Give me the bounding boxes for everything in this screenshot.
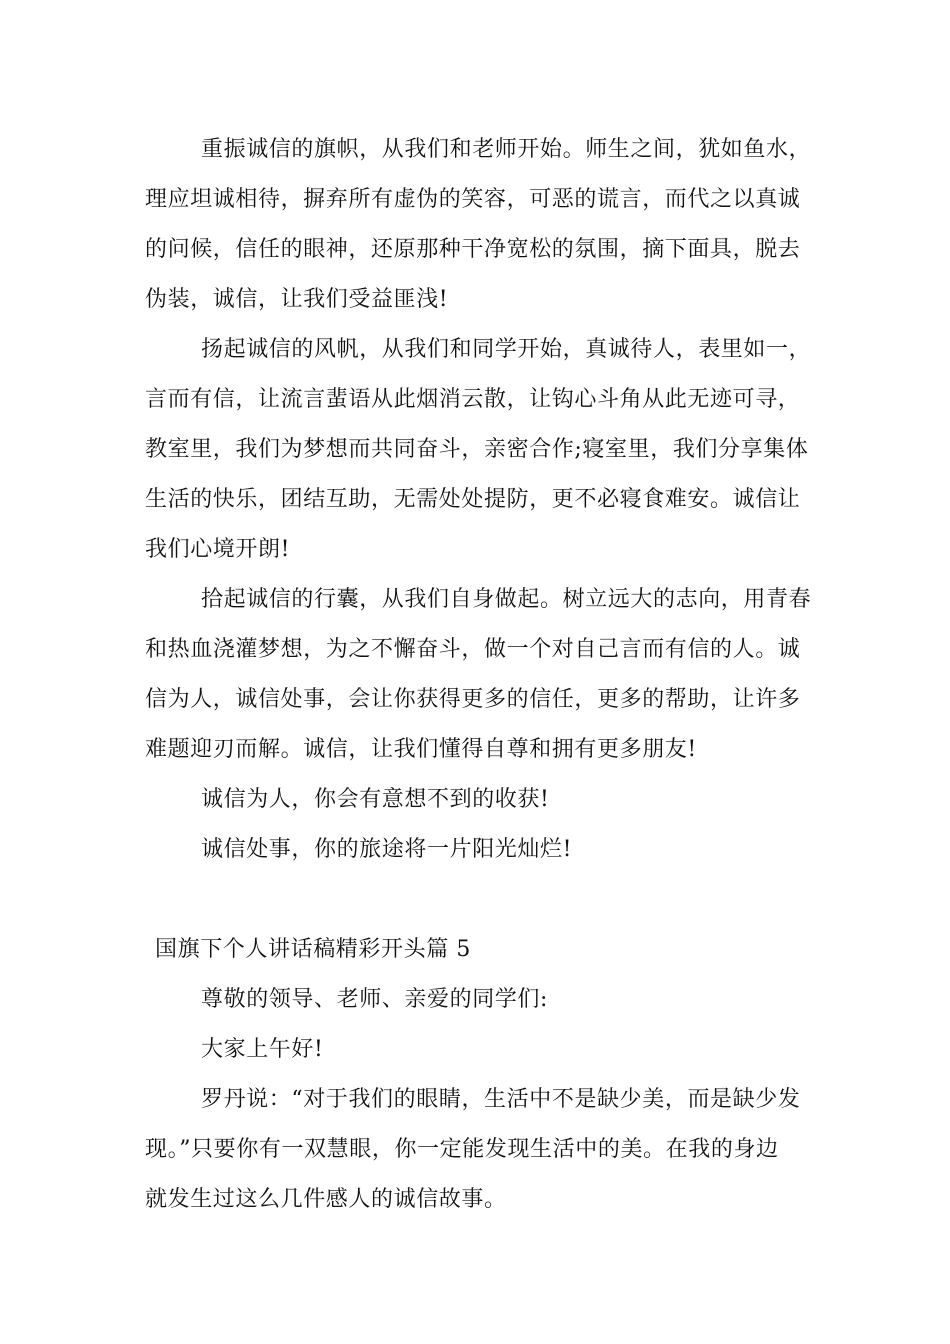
paragraph-1-line-2: 理应坦诚相待，摒弃所有虚伪的笑容，可恶的谎言，而代之以真诚 [145,187,801,212]
paragraph-1-line-4: 伪装，诚信，让我们受益匪浅! [145,287,449,312]
final-paragraph-line-3: 就发生过这么几件感人的诚信故事。 [145,1187,507,1212]
paragraph-2-line-1: 扬起诚信的风帆，从我们和同学开始，真诚待人，表里如一， [201,337,812,362]
final-paragraph-line-1: 罗丹说：“对于我们的眼睛，生活中不是缺少美，而是缺少发 [201,1087,801,1112]
paragraph-4: 诚信为人，你会有意想不到的收获! [201,787,550,812]
section-heading: 国旗下个人讲话稿精彩开头篇 5 [155,937,471,962]
paragraph-3-line-1: 拾起诚信的行囊，从我们自身做起。树立远大的志向，用青春 [201,587,812,612]
paragraph-3-line-3: 信为人，诚信处事，会让你获得更多的信任，更多的帮助，让许多 [145,687,801,712]
paragraph-3-line-4: 难题迎刃而解。诚信，让我们懂得自尊和拥有更多朋友! [145,737,697,762]
greeting-line: 尊敬的领导、老师、亲爱的同学们: [201,987,549,1012]
paragraph-5: 诚信处事，你的旅途将一片阳光灿烂! [201,837,573,862]
paragraph-1-line-1: 重振诚信的旗帜，从我们和老师开始。师生之间，犹如鱼水， [201,137,812,162]
paragraph-2-line-2: 言而有信，让流言蜚语从此烟消云散，让钩心斗角从此无迹可寻， [145,387,801,412]
paragraph-2-line-4: 生活的快乐，团结互助，无需处处提防，更不必寝食难安。诚信让 [145,487,801,512]
paragraph-1-line-3: 的问候，信任的眼神，还原那种干净宽松的氛围，摘下面具，脱去 [145,237,801,262]
paragraph-2-line-3: 教室里，我们为梦想而共同奋斗，亲密合作;寝室里，我们分享集体 [145,437,809,462]
hello-line: 大家上午好! [201,1037,324,1062]
paragraph-3-line-2: 和热血浇灌梦想，为之不懈奋斗，做一个对自己言而有信的人。诚 [145,637,801,662]
paragraph-2-line-5: 我们心境开朗! [145,537,291,562]
final-paragraph-line-2: 现。”只要你有一双慧眼，你一定能发现生活中的美。在我的身边 [145,1137,779,1162]
